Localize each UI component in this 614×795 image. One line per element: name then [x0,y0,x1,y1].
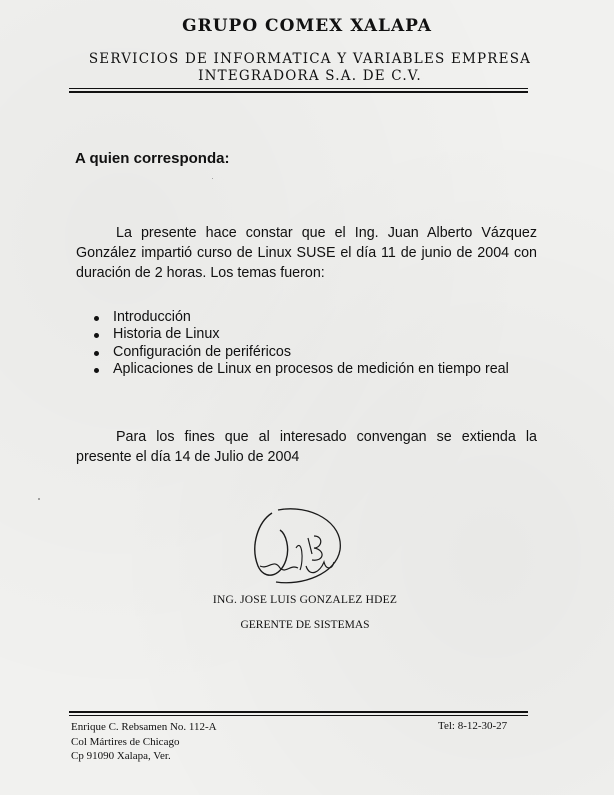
list-item: Configuración de periféricos [94,344,509,361]
footer-phone: Tel: 8-12-30-27 [438,720,508,732]
footer-rule-thin [69,715,528,716]
signer-name: ING. JOSE LUIS GONZALEZ HDEZ [212,594,398,606]
subtitle-line-1: SERVICIOS DE INFORMATICA Y VARIABLES EMPRESA [88,51,532,67]
header-rule-thick [69,91,528,93]
address-line-2: Col Mártires de Chicago [71,735,180,748]
list-item: Historia de Linux [94,326,509,343]
signer-title: GERENTE DE SISTEMAS [240,619,370,631]
greeting: A quien corresponda: [75,150,230,167]
subtitle-line-2: INTEGRADORA S.A. DE C.V. [198,68,422,84]
scan-speck [212,178,213,179]
footer-rule-thick [69,711,528,713]
company-name: GRUPO COMEX XALAPA [182,16,432,36]
address-line-1: Enrique C. Rebsamen No. 112-A [71,721,217,733]
handwritten-signature [240,508,350,588]
address-line-3: Cp 91090 Xalapa, Ver. [71,750,171,762]
scan-speck [38,498,40,500]
list-item: Introducción [94,309,509,326]
body-paragraph-1: La presente hace constar que el Ing. Juan Alberto Vázquez González impartió curso de Linux SUSE el día 11 de junio de 2004 con duración de 2 horas. Los temas fueron: [76,225,537,281]
footer-address [71,720,217,764]
company-subtitle [60,51,560,85]
list-item: Aplicaciones de Linux en procesos de medición en tiempo real [94,361,509,378]
topics-list [94,309,509,378]
header-rule-thin [69,88,528,89]
body-paragraph-2: Para los fines que al interesado convengan se extienda la presente el día 14 de Julio de 2004 [76,429,537,465]
